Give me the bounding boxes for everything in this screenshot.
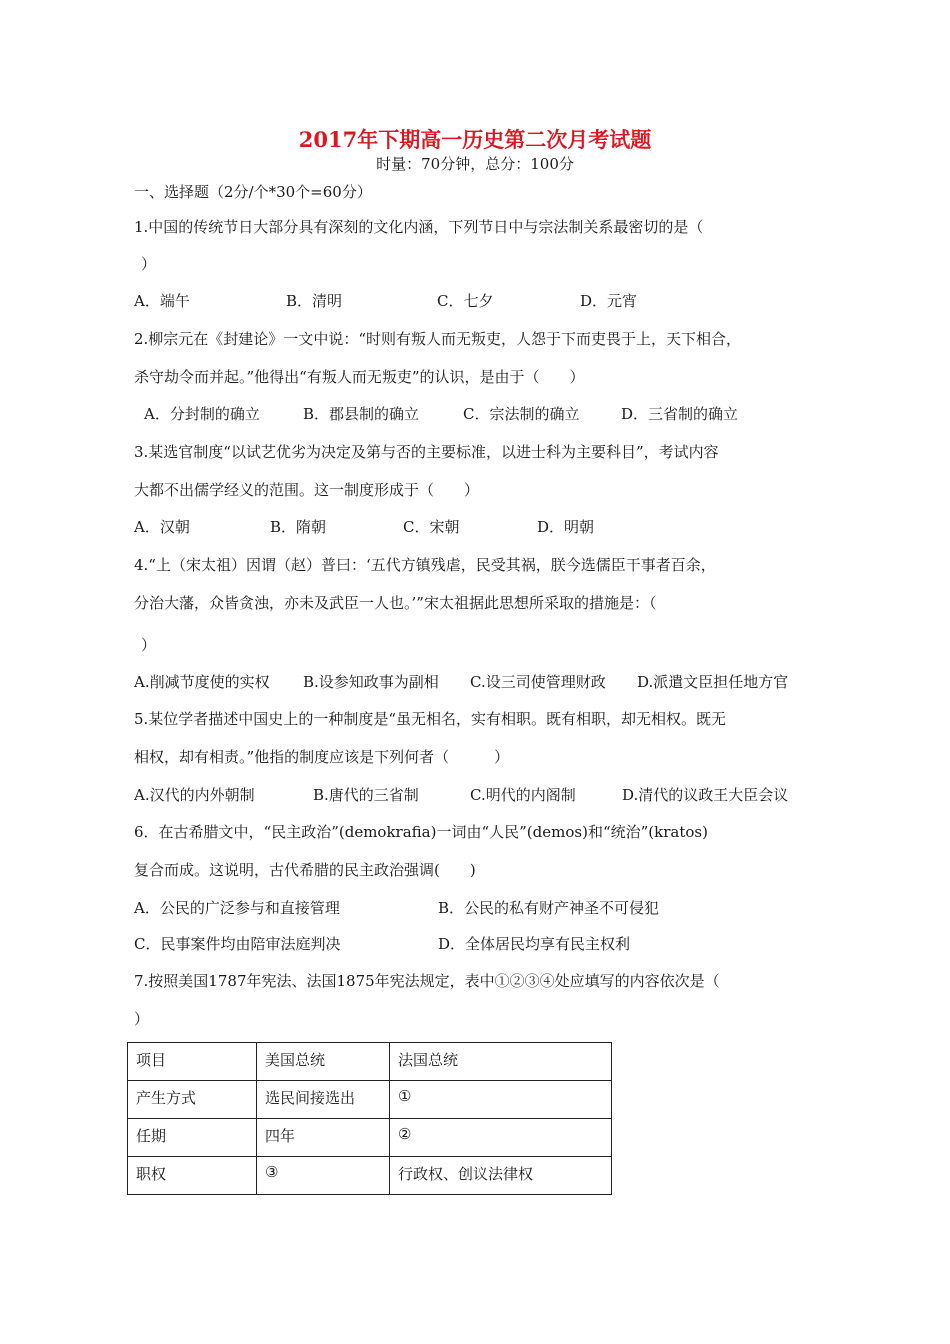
- question-5-option-b: B.唐代的三省制: [313, 786, 419, 804]
- question-3-option-a: A．汉朝: [134, 518, 190, 536]
- section-heading: 一、选择题（2分/个*30个=60分）: [134, 183, 372, 201]
- question-1-option-c: C．七夕: [437, 292, 494, 310]
- question-5-text: 5.某位学者描述中国史上的一种制度是“虽无相名，实有相职。既有相职，却无相权。既无: [134, 710, 726, 728]
- question-3-option-d: D．明朝: [537, 518, 595, 536]
- question-6-option-d: D．全体居民均享有民主权利: [438, 935, 631, 953]
- table-row: [128, 1081, 612, 1119]
- question-5-text-cont: 相权，却有相责。”他指的制度应该是下列何者（ ）: [134, 748, 510, 766]
- table-cell: 法国总统: [390, 1043, 612, 1081]
- question-2-option-c: C．宗法制的确立: [463, 405, 580, 423]
- question-7-text: 7.按照美国1787年宪法、法国1875年宪法规定，表中①②③④处应填写的内容依次是（: [134, 972, 720, 990]
- question-5-option-d: D.清代的议政王大臣会议: [622, 786, 789, 804]
- question-1-option-d: D．元宵: [580, 292, 638, 310]
- question-1-text-cont: ）: [141, 255, 157, 273]
- table-row: [128, 1119, 612, 1157]
- question-5-option-c: C.明代的内阁制: [470, 786, 576, 804]
- question-5-option-a: A.汉代的内外朝制: [134, 786, 255, 804]
- table-cell: 选民间接选出: [257, 1081, 390, 1119]
- question-1-text: 1.中国的传统节日大部分具有深刻的文化内涵，下列节日中与宗法制关系最密切的是（: [134, 218, 704, 236]
- question-6-option-a: A．公民的广泛参与和直接管理: [134, 899, 340, 917]
- question-4-text-cont: 分治大藩，众皆贪浊，亦未及武臣一人也。’”宋太祖据此思想所采取的措施是：（: [134, 594, 657, 612]
- table-row: [128, 1043, 612, 1081]
- question-4-option-c: C.设三司使管理财政: [470, 673, 606, 691]
- question-2-text: 2.柳宗元在《封建论》一文中说：“时则有叛人而无叛吏，人怨于下而吏畏于上，天下相合，: [134, 330, 741, 348]
- question-3-text: 3.某选官制度“以试艺优劣为决定及第与否的主要标准，以进士科为主要科目”，考试内容: [134, 443, 719, 461]
- table-cell: 美国总统: [257, 1043, 390, 1081]
- question-2-option-a: A．分封制的确立: [144, 405, 260, 423]
- table-row: [128, 1157, 612, 1195]
- question-3-text-cont: 大都不出儒学经义的范围。这一制度形成于（ ）: [134, 481, 480, 499]
- question-4-option-d: D.派遣文臣担任地方官: [637, 673, 789, 691]
- question-3-option-c: C．宋朝: [403, 518, 460, 536]
- question-4-text-paren: ）: [141, 636, 157, 654]
- table-cell: 职权: [128, 1157, 257, 1195]
- question-7-table: [127, 1042, 612, 1195]
- question-2-option-d: D．三省制的确立: [621, 405, 739, 423]
- question-7-text-cont: ）: [134, 1010, 150, 1028]
- question-6-option-c: C．民事案件均由陪审法庭判决: [134, 935, 341, 953]
- table-cell: 项目: [128, 1043, 257, 1081]
- question-2-option-b: B．郡县制的确立: [303, 405, 420, 423]
- question-4-option-b: B.设参知政事为副相: [303, 673, 439, 691]
- table-cell: ①: [390, 1081, 612, 1119]
- table-cell: 任期: [128, 1119, 257, 1157]
- question-1-option-b: B．清明: [286, 292, 343, 310]
- table-cell: 产生方式: [128, 1081, 257, 1119]
- exam-title: 2017年下期高一历史第二次月考试题: [298, 127, 652, 152]
- table-cell: ③: [257, 1157, 390, 1195]
- table-cell: 四年: [257, 1119, 390, 1157]
- question-4-option-a: A.削减节度使的实权: [134, 673, 270, 691]
- question-3-option-b: B．隋朝: [270, 518, 327, 536]
- exam-subtitle: 时量：70分钟，总分：100分: [376, 155, 574, 173]
- question-6-text: 6．在古希腊文中，“民主政治”(demokrafia)一词由“人民”(demos)和“统治”(kratos): [134, 823, 708, 841]
- question-2-text-cont: 杀守劫令而并起。”他得出“有叛人而无叛吏”的认识，是由于（ ）: [134, 368, 585, 386]
- question-6-option-b: B．公民的私有财产神圣不可侵犯: [438, 899, 660, 917]
- question-6-text-cont: 复合而成。这说明，古代希腊的民主政治强调( ): [134, 861, 476, 879]
- question-1-option-a: A．端午: [134, 292, 190, 310]
- table-cell: ②: [390, 1119, 612, 1157]
- question-4-text: 4.“上（宋太祖）因谓（赵）普曰：‘五代方镇残虐，民受其祸，朕今选儒臣干事者百余，: [134, 556, 716, 574]
- table-cell: 行政权、创议法律权: [390, 1157, 612, 1195]
